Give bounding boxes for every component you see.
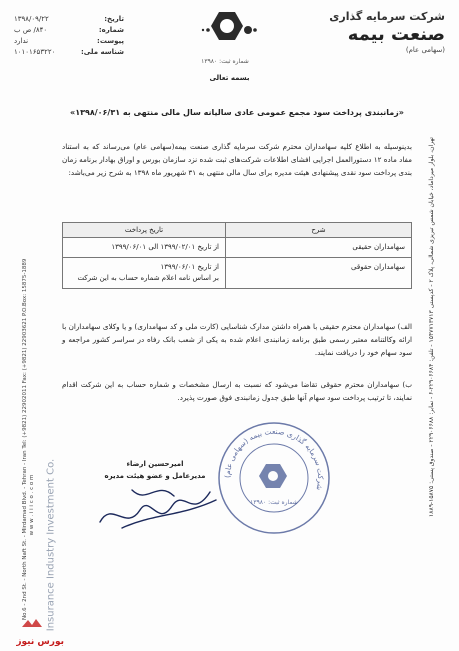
row-date-note: بر اساس نامه اعلام شماره حساب به این شرکت <box>77 274 219 282</box>
english-contact-text <box>22 258 36 620</box>
row-payment-date <box>63 258 226 289</box>
company-type: (سهامی عام) <box>405 46 445 54</box>
meta-national-id-label: شناسه ملی: <box>80 48 124 56</box>
source-watermark: بورس نیوز <box>16 637 64 647</box>
meta-national-id-row <box>14 47 124 58</box>
english-company-name: Insurance Industry Investment Co. <box>45 458 57 632</box>
farsi-contact-text: تهران، بلوار میرداماد، خیابان شمس تبریزی شمالی، پلاک ۲ - کدپستی ۱۵۴۷۷۱۳۷۱۳ - تلفن: ۲۲۹۰۶۶۸۴-۶ - نمابر: ۲۲۹۰۶۶۸۸ - صندوق پستی: ۱۵۸۷۵-۱۸۸۹ <box>428 137 435 517</box>
meta-date-row <box>14 14 124 25</box>
stamp-ring-text: شرکت سرمایه گذاری صنعت بیمه (سهامی عام) <box>222 426 326 492</box>
handwritten-signature <box>92 470 222 540</box>
row-description: سهامداران حقوقی <box>226 258 412 289</box>
source-logo-icon <box>20 617 44 629</box>
meta-date-label: تاریخ: <box>104 15 124 23</box>
signer-title: مدیرعامل و عضو هیئت مدیره <box>104 472 206 480</box>
meta-attach-value: ندارد <box>14 37 29 45</box>
company-logo-icon <box>193 8 273 58</box>
signer-name: امیرحسین ارضاء <box>126 460 184 468</box>
header-description: شرح <box>226 223 412 238</box>
letter-meta <box>14 14 124 58</box>
company-name-block <box>295 10 445 54</box>
paragraph-legal-shareholders: ب) سهامداران محترم حقوقی تقاضا می‌شود که نسبت به ارسال مشخصات و شماره حساب به این شرکت اقدام نمایند، تا ترتیب پرداخت سود سهام آنها طبق جدول زمانبندی فوق صورت پذیرد. <box>62 380 412 402</box>
row-description: سهامداران حقیقی <box>226 238 412 258</box>
table-header-row <box>63 223 412 238</box>
meta-attach-label: پیوست: <box>97 37 124 45</box>
farsi-contact-strip <box>418 92 446 562</box>
payment-schedule-table <box>62 222 412 289</box>
english-website: w w w . i i i c o . c o m <box>29 474 35 536</box>
meta-date-value: ۱۳۹۸/۰۹/۲۲ <box>14 15 49 23</box>
english-company-strip <box>40 455 62 635</box>
meta-attach-row <box>14 36 124 47</box>
header-payment-date: تاریخ پرداخت <box>63 223 226 238</box>
stamp-reg-text: شماره ثبت: ۱۳۹۸۰ <box>250 499 298 506</box>
company-stamp <box>214 418 334 538</box>
meta-number-value: ۸۴۰/ ص ب <box>14 26 48 34</box>
paragraph-natural-shareholders: الف) سهامداران محترم حقیقی با همراه داشتن مدارک شناسایی (کارت ملی و کد سهامداری) و یا وکلای سهامداران با ارائه وکالتنامه معتبر رسمی طبق برنامه زمانبندی اعلام شده به یکی از شعب بانک رفاه در سراسر کشور مراجعه و سود سهام خود را دریافت نمایند. <box>62 322 412 357</box>
row-date-line: از تاریخ ۱۳۹۹/۰۶/۰۱ <box>160 263 219 271</box>
row-payment-date <box>63 238 226 258</box>
company-main-name: صنعت بیمه <box>347 24 445 45</box>
intro-paragraph: بدینوسیله به اطلاع کلیه سهامداران محترم شرکت سرمایه گذاری صنعت بیمه(سهامی عام) می‌رساند که به استناد مفاد ماده ۱۲ دستورالعمل اجرایی افشای اطلاعات شرکت‌های ثبت شده نزد سازمان بورس و اوراق بهادار برنامه زمان بندی پرداخت سود نقدی پیشنهادی هیئت مدیره برای سال مالی منتهی به ۳۱ شهریور ماه ۱۳۹۸ به شرح زیر می‌باشد: <box>62 142 412 177</box>
row-date-line: از تاریخ ۱۳۹۹/۰۲/۰۱ الی ۱۳۹۹/۰۶/۰۱ <box>111 243 219 251</box>
meta-number-row <box>14 25 124 36</box>
meta-national-id-value: ۱۰۱۰۱۶۵۳۲۲۰ <box>14 48 56 56</box>
english-address: No.6 - 2nd St. - North Naft St. - Mirdamad Blvd. - Tehran - Iran Tel: (+9821) 22902011 Fax: (+9821) 22903621 P.O.Box: 15875-1889 <box>22 258 28 620</box>
english-contact-strip <box>18 258 40 620</box>
table-row <box>63 258 412 289</box>
registration-number: شماره ثبت: ۱۳۹۸۰ <box>201 58 249 65</box>
basmala: بسمه تعالی <box>209 74 250 82</box>
document-title: «زمانبندی پرداخت سود مجمع عمومی عادی سالیانه سال مالی منتهی به ۱۳۹۸/۰۶/۳۱» <box>70 108 404 117</box>
company-top-line: شرکت سرمایه گذاری <box>329 10 445 23</box>
table-row <box>63 238 412 258</box>
meta-number-label: شماره: <box>98 26 124 34</box>
